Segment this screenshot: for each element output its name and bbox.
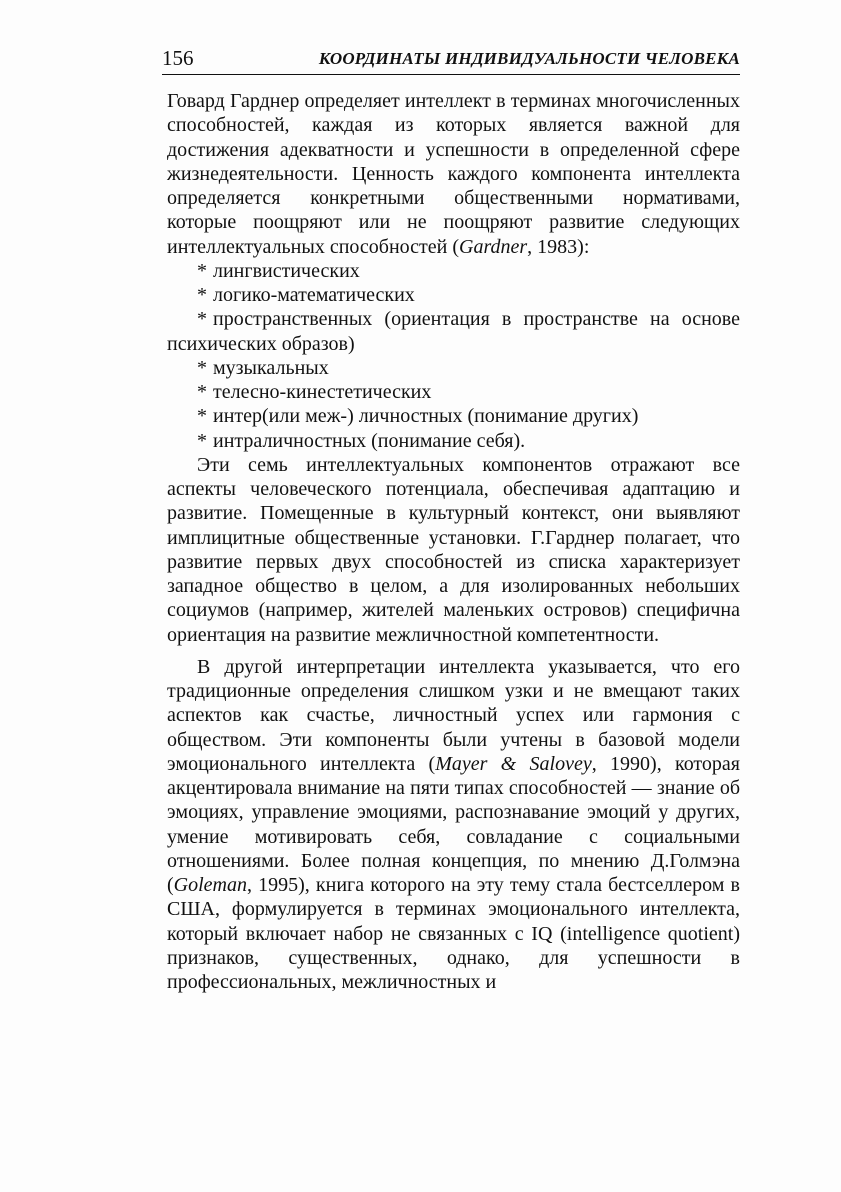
- list-item: [167, 404, 740, 428]
- intro-text: Говард Гарднер определяет интеллект в терминах многочисленных способностей, каждая из которых является важной для достижения адекватности и успешности в определенной сфере жизнедеятельности. Ценность каждого компонента интеллекта определяется конкретными общественными нормативами, которые поощряют или не поощряют развитие следующих интеллектуальных способностей (: [167, 90, 740, 258]
- paragraph-seven-components: Эти семь интеллектуальных компонентов отражают все аспекты человеческого потенциала, обеспечивая адаптацию и развитие. Помещенные в культурный контекст, они выявляют имплицитные общественные установки. Г.Гарднер полагает, что развитие первых двух способностей из списка характеризует западное общество в целом, а для изолированных небольших социумов (например, жителей маленьких островов) специфична ориентация на развитие межличностной компетентности.: [167, 453, 740, 646]
- running-head: [162, 44, 740, 74]
- list-item: [167, 356, 740, 380]
- list-item-text: телесно-кинестетических: [213, 381, 432, 403]
- list-marker: *: [197, 429, 207, 452]
- list-item: [167, 259, 740, 283]
- header-rule: [162, 74, 740, 75]
- list-item-text: логико-математических: [213, 284, 415, 306]
- intro-citation-year: , 1983):: [527, 235, 590, 258]
- list-item-text: интер(или меж-) личностных (понимание других): [213, 405, 639, 428]
- list-item: [167, 307, 740, 356]
- paragraph-emotional-intelligence: [167, 655, 740, 995]
- intro-paragraph: [167, 89, 740, 259]
- abilities-list: [167, 259, 740, 453]
- paragraph-text: , 1995), книга которого на эту тему стала бестселлером в США, формулируется в терминах эмоционального интеллекта, который включает набор не связанных с IQ (intelligence quotient) признаков, существенных, однако, для успешности в профессиональных, межличностных и: [167, 874, 740, 993]
- citation-gardner: Gardner: [459, 235, 528, 258]
- list-marker: *: [197, 259, 207, 282]
- list-item-text: пространственных (ориентация в пространстве на основе психических образов): [167, 308, 740, 355]
- list-item-text: музыкальных: [213, 356, 329, 379]
- list-marker: *: [197, 308, 207, 331]
- citation-mayer-salovey: Mayer & Salovey: [435, 752, 592, 775]
- list-item-text: интраличностных (понимание себя).: [213, 429, 526, 452]
- list-marker: *: [197, 356, 207, 379]
- list-item: [167, 380, 740, 404]
- running-title: КООРДИНАТЫ ИНДИВИДУАЛЬНОСТИ ЧЕЛОВЕКА: [318, 49, 740, 68]
- list-item: [167, 429, 740, 453]
- list-marker: *: [197, 405, 207, 428]
- list-marker: *: [197, 381, 207, 403]
- paragraph-text: , 1990), которая акцентировала внимание на пяти типах способностей — знание об эмоциях, управление эмоциями, распознавание эмоций у других, умение мотивировать себя, совладание с социальными отношениями. Более полная концепция, по мнению Д.Голмэна (: [167, 752, 740, 896]
- paragraph-text: В другой интерпретации интеллекта указывается, что его традиционные определения слишком узки и не вмещают таких аспектов как счастье, личностный успех или гармония с обществом. Эти компоненты были учтены в базовой модели эмоционального интеллекта (: [167, 655, 740, 775]
- page-number: 156: [162, 46, 194, 70]
- citation-goleman: Goleman: [173, 874, 247, 896]
- list-item: [167, 283, 740, 307]
- list-item-text: лингвистических: [213, 259, 360, 282]
- list-marker: *: [197, 284, 207, 306]
- body-text: [167, 89, 740, 994]
